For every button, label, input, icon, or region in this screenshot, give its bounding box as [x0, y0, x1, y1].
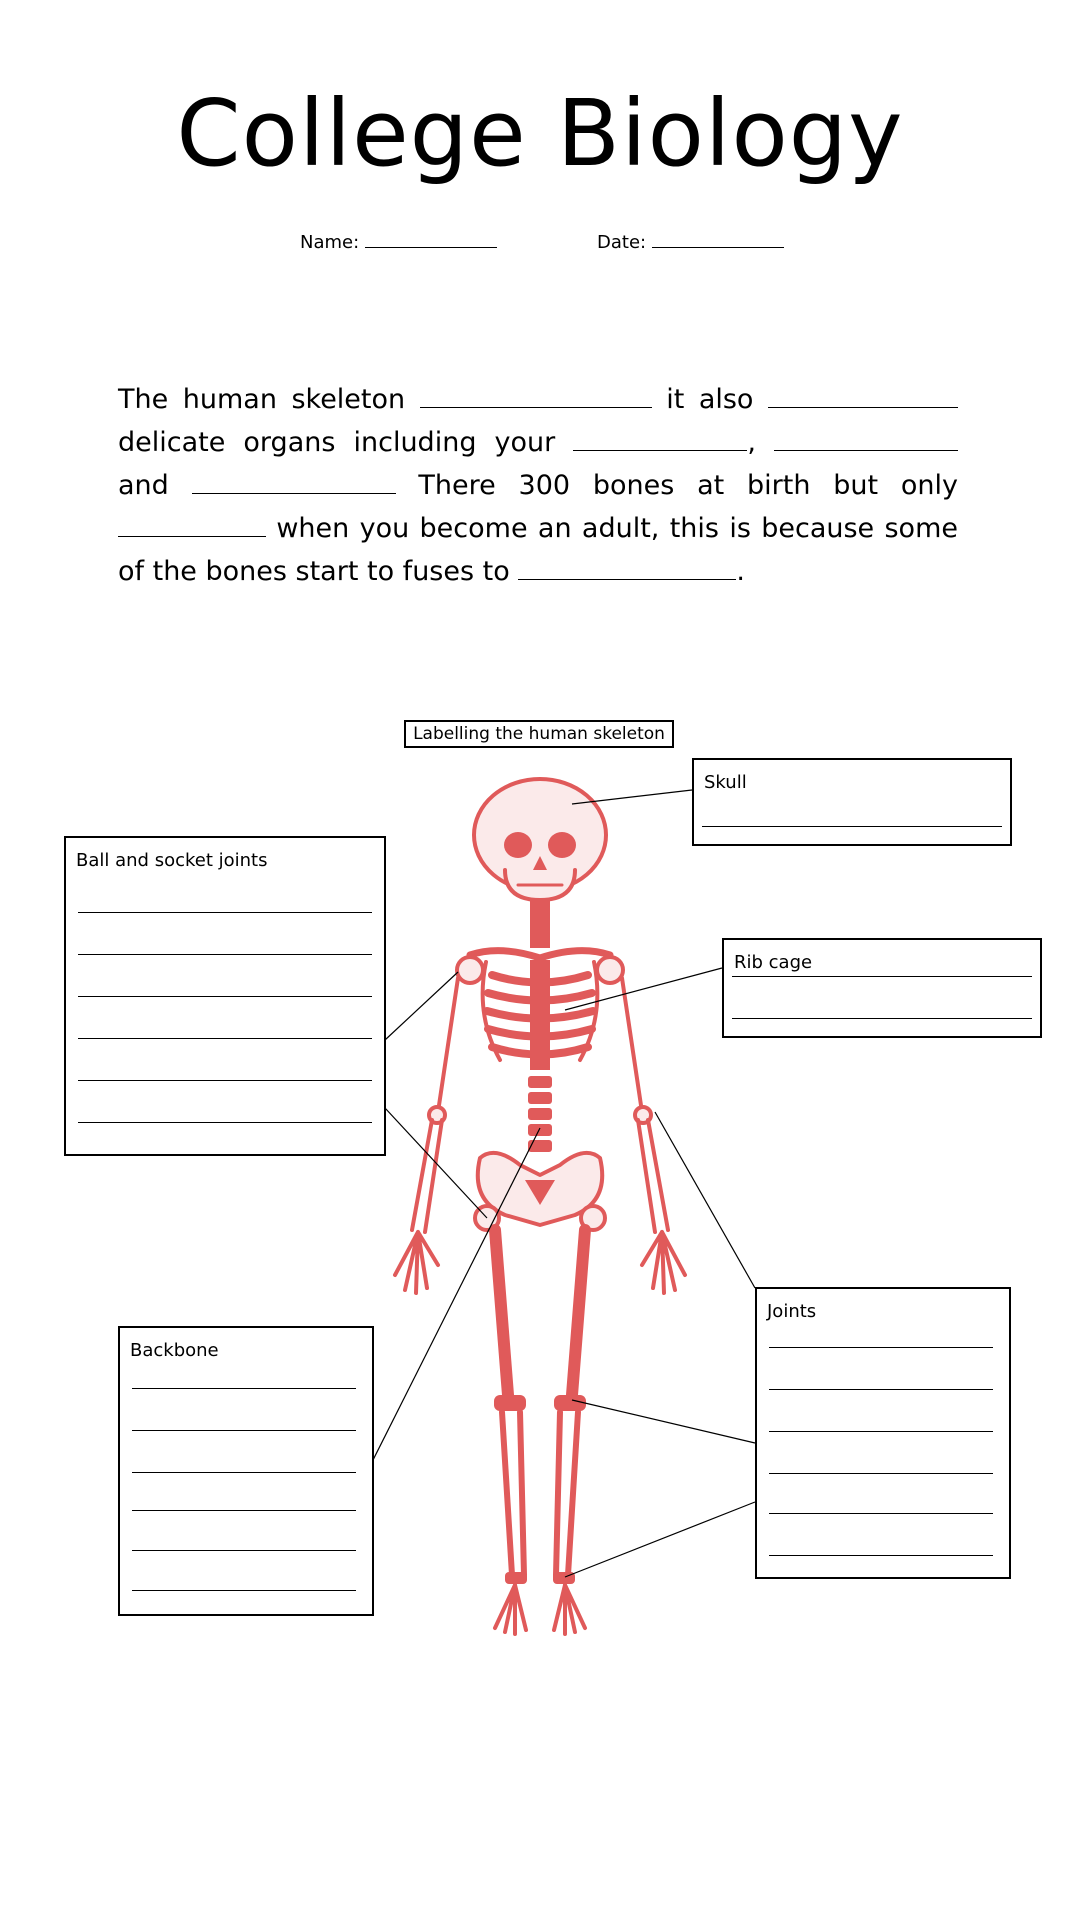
right-knee	[554, 1395, 586, 1411]
left-ankle	[505, 1572, 527, 1584]
rib-cage-label: Rib cage	[734, 952, 813, 973]
right-upper-arm	[622, 978, 642, 1112]
right-shoulder-joint	[597, 957, 623, 983]
neck-vertebrae	[530, 900, 550, 948]
answer-line[interactable]	[769, 1513, 993, 1514]
answer-line[interactable]	[769, 1473, 993, 1474]
answer-line[interactable]	[132, 1550, 356, 1551]
answer-line[interactable]	[78, 912, 372, 913]
answer-line[interactable]	[769, 1431, 993, 1432]
answer-line[interactable]	[78, 954, 372, 955]
rib-cage-label-box	[722, 938, 1042, 1038]
answer-line[interactable]	[132, 1590, 356, 1591]
leader-backbone	[372, 1128, 540, 1462]
left-hand	[395, 1232, 438, 1293]
answer-line[interactable]	[732, 976, 1032, 977]
left-femur	[495, 1230, 508, 1395]
paragraph-text: when you become an adult, this is because some of the bones start to fuses to	[118, 513, 958, 587]
answer-line[interactable]	[78, 1038, 372, 1039]
right-hand	[642, 1232, 685, 1293]
answer-line[interactable]	[132, 1388, 356, 1389]
leader-ball-socket-shoulder	[385, 972, 458, 1040]
paragraph-text: delicate organs including your	[118, 427, 556, 458]
leader-joints-knee	[572, 1400, 755, 1443]
left-foot	[495, 1585, 526, 1634]
answer-line[interactable]	[769, 1347, 993, 1348]
page-title: College Biology	[176, 80, 904, 187]
answer-line[interactable]	[132, 1510, 356, 1511]
backbone-label: Backbone	[130, 1340, 219, 1361]
answer-line[interactable]	[732, 1018, 1032, 1019]
name-label: Name:	[300, 232, 360, 253]
answer-line[interactable]	[78, 1080, 372, 1081]
skeleton-illustration	[395, 779, 685, 1634]
paragraph-text: it also	[666, 384, 754, 415]
date-label: Date:	[597, 232, 647, 253]
spine	[528, 960, 552, 1152]
joints-label-box	[755, 1287, 1011, 1579]
left-upper-arm	[438, 978, 458, 1112]
right-shin	[556, 1412, 578, 1575]
right-foot	[554, 1585, 585, 1634]
right-eye-socket	[548, 832, 576, 858]
right-femur	[572, 1230, 585, 1395]
clavicles	[470, 951, 610, 958]
skull-label: Skull	[704, 772, 747, 793]
answer-line[interactable]	[769, 1555, 993, 1556]
right-forearm	[638, 1120, 668, 1232]
left-shoulder-joint	[457, 957, 483, 983]
paragraph-text: There 300 bones at birth but only	[418, 470, 958, 501]
paragraph-text: .	[736, 556, 745, 587]
leader-joints-ankle	[565, 1502, 755, 1577]
answer-line[interactable]	[78, 1122, 372, 1123]
answer-line[interactable]	[769, 1389, 993, 1390]
diagram-caption: Labelling the human skeleton	[404, 720, 674, 748]
paragraph-text: ,	[747, 427, 756, 458]
ball-socket-label: Ball and socket joints	[76, 850, 268, 871]
paragraph-text: The human skeleton	[118, 384, 406, 415]
answer-line[interactable]	[132, 1472, 356, 1473]
left-forearm	[412, 1120, 442, 1232]
paragraph-text: and	[118, 470, 169, 501]
joints-label: Joints	[767, 1301, 817, 1322]
answer-line[interactable]	[132, 1430, 356, 1431]
ball-socket-label-box	[64, 836, 386, 1156]
answer-line[interactable]	[78, 996, 372, 997]
skull-label-box	[692, 758, 1012, 846]
left-knee	[494, 1395, 526, 1411]
backbone-label-box	[118, 1326, 374, 1616]
left-eye-socket	[504, 832, 532, 858]
answer-line[interactable]	[702, 826, 1002, 827]
left-shin	[502, 1412, 524, 1575]
